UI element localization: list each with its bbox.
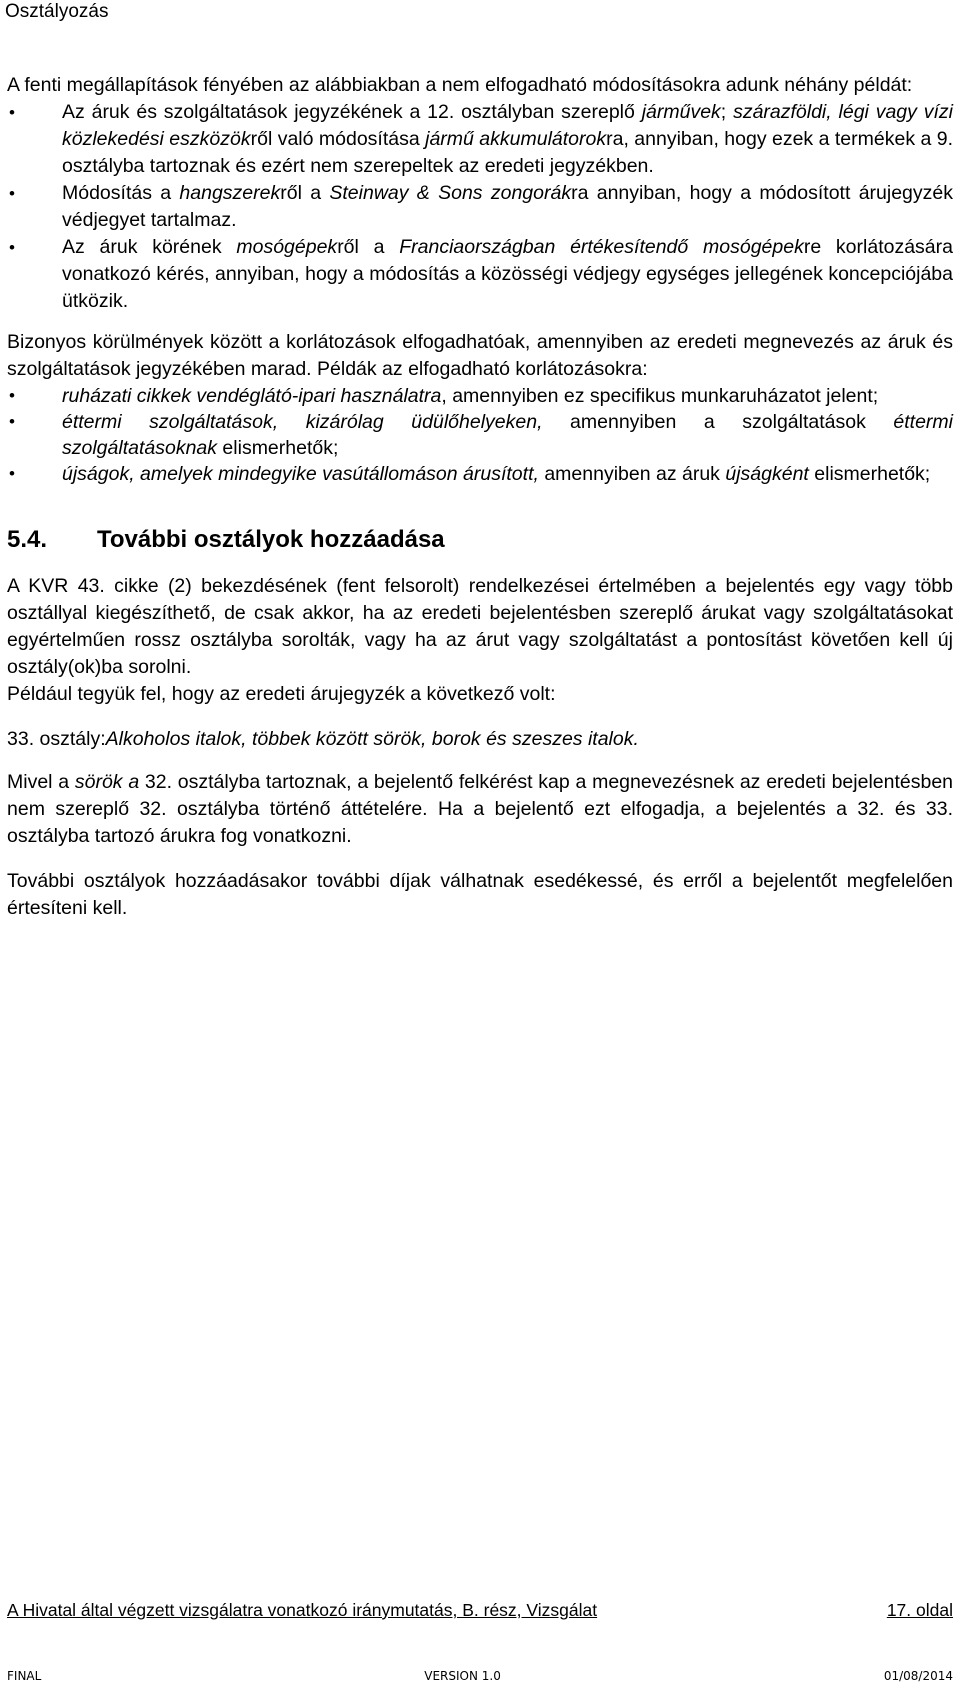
list-item-text: [62, 236, 953, 312]
class-example: [7, 726, 953, 753]
list-item: [7, 99, 953, 180]
text-segment: ;: [720, 101, 734, 123]
bullet-icon: •: [9, 386, 15, 405]
list-item-text: [62, 463, 930, 485]
class-example-label: 33. osztály:: [7, 728, 106, 750]
text-segment: Mivel a: [7, 771, 75, 793]
text-segment: amennyiben a szolgáltatások: [542, 411, 894, 433]
text-segment: ra, annyiban, hogy ezek a termékek a 9. osztályba tartoznak és ezért nem szerepeltek az eredeti jegyzékben.: [62, 128, 954, 177]
text-segment: re korlátozására vonatkozó kérés, annyiban, hogy a módosítás a közösségi védjegy egységes jellegének koncepciójába ütközik.: [62, 236, 953, 312]
bullet-icon: •: [9, 238, 15, 257]
footer-date: 01/08/2014: [883, 1669, 953, 1683]
intro-paragraph: A fenti megállapítások fényében az alábbiakban a nem elfogadható módosításokra adunk néhány példát:: [7, 74, 913, 96]
text-segment: elismerhetők;: [217, 437, 339, 459]
text-segment: ről a: [337, 236, 400, 258]
italic-text-segment: mosógépek: [236, 236, 338, 258]
text-segment: Az áruk körének: [62, 236, 237, 258]
italic-text-segment: Steinway & Sons zongorák: [329, 182, 572, 204]
italic-text-segment: járművek: [641, 101, 721, 123]
section-number: 5.4.: [7, 526, 48, 553]
list-item: [7, 180, 953, 234]
text-segment: amennyiben az áruk: [538, 463, 726, 485]
move-paragraph: [7, 769, 953, 850]
bullet-icon: •: [9, 412, 15, 431]
list-item-text: [62, 385, 878, 407]
italic-text-segment: újságok, amelyek mindegyike vasútállomáson árusított,: [62, 463, 539, 485]
footer-version: VERSION 1.0: [424, 1669, 501, 1683]
italic-text-segment: újságként: [725, 463, 809, 485]
list-item: [7, 383, 953, 409]
footer-guideline: [7, 1600, 953, 1620]
fees-paragraph: További osztályok hozzáadásakor további díjak válhatnak esedékessé, és erről a bejelentőt megfelelően értesíteni kell.: [7, 870, 953, 919]
bullet-icon: •: [9, 464, 15, 483]
text-segment: ra annyiban, hogy a módosított árujegyzék védjegyet tartalmaz.: [62, 182, 953, 231]
bullet-icon: •: [9, 103, 15, 122]
acceptable-examples-list: [7, 383, 953, 487]
italic-text-segment: hangszerek: [179, 182, 281, 204]
class-example-value: Alkoholos italok, többek között sörök, borok és szeszes italok.: [105, 728, 639, 750]
list-item: [7, 409, 953, 461]
conditions-paragraph: Bizonyos körülmények között a korlátozások elfogadhatóak, amennyiben az eredeti megnevezés az áruk és szolgáltatások jegyzékében marad. Példák az elfogadható korlátozásokra:: [7, 331, 953, 380]
bullet-icon: •: [9, 184, 15, 203]
section-title: További osztályok hozzáadása: [97, 526, 445, 553]
italic-text-segment: éttermi szolgáltatások, kizárólag üdülőhelyeken,: [62, 411, 543, 433]
text-segment: Módosítás a: [62, 182, 180, 204]
list-item-text: [62, 182, 953, 231]
kvr-paragraph: A KVR 43. cikke (2) bekezdésének (fent felsorolt) rendelkezései értelmében a bejelentés egy vagy több osztállyal kiegészíthető, de csak akkor, ha az eredeti bejelentésben szereplő árukat vagy szolgáltatásokat egyértelműen rossz osztályba sorolták, vagy ha az árut vagy szolgáltatást a pontosítást követően kell új osztály(ok)ba sorolni.: [7, 575, 953, 678]
list-item: [7, 461, 953, 487]
text-segment: Az áruk és szolgáltatások jegyzékének a 12. osztályban szereplő: [62, 101, 642, 123]
italic-text-segment: éttermi szolgáltatásoknak: [62, 411, 954, 459]
text-segment: elismerhetők;: [808, 463, 931, 485]
text-segment: ről való módosítása: [250, 128, 426, 150]
footer-status: FINAL: [7, 1669, 42, 1683]
italic-text-segment: jármű akkumulátorok: [425, 128, 607, 150]
example-intro-paragraph: Például tegyük fel, hogy az eredeti árujegyzék a következő volt:: [7, 683, 556, 705]
footer-meta: [7, 1668, 953, 1684]
italic-text-segment: sörök a: [74, 771, 140, 793]
text-segment: 32. osztályba tartoznak, a bejelentő felkérést kap a megnevezésnek az eredeti bejelentésben nem szereplő 32. osztályba történő áttételére. Ha a bejelentő ezt elfogadja, a bejelentés a 32. és 33. osztályba tartozó árukra fog vonatkozni.: [7, 771, 954, 847]
italic-text-segment: ruházati cikkek vendéglátó-ipari használatra: [62, 385, 442, 407]
page-header-title: Osztályozás: [5, 1, 109, 22]
document-body: [7, 72, 953, 922]
text-segment: ről a: [280, 182, 330, 204]
list-item-text: [62, 411, 953, 459]
italic-text-segment: szárazföldi, légi vagy vízi közlekedési eszközök: [62, 101, 953, 150]
section-heading: [7, 525, 953, 555]
footer-title: A Hivatal által végzett vizsgálatra vonatkozó iránymutatás, B. rész, Vizsgálat: [7, 1600, 598, 1620]
italic-text-segment: Franciaországban értékesítendő mosógépek: [399, 236, 804, 258]
text-segment: , amennyiben ez specifikus munkaruházatot jelent;: [441, 385, 879, 407]
footer-page-number: 17. oldal: [886, 1600, 953, 1620]
unacceptable-examples-list: [7, 99, 953, 315]
list-item: [7, 234, 953, 315]
move-paragraph-text: [7, 771, 953, 847]
list-item-text: [62, 101, 953, 177]
